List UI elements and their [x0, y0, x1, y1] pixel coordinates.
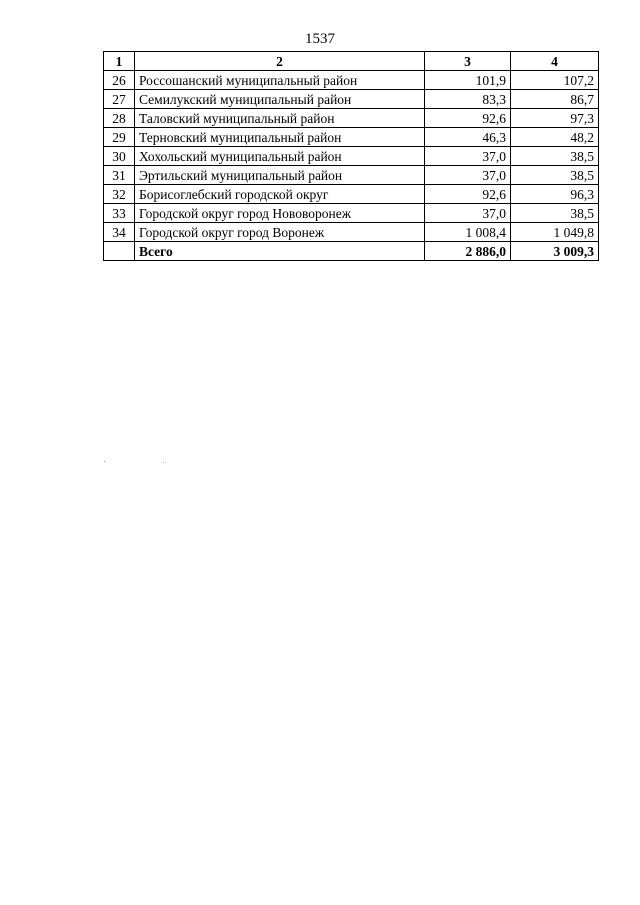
value-col4: 38,5	[511, 204, 599, 223]
column-header-4: 4	[511, 52, 599, 71]
value-col4: 107,2	[511, 71, 599, 90]
value-col3: 37,0	[425, 204, 511, 223]
value-col4: 38,5	[511, 166, 599, 185]
value-col4: 1 049,8	[511, 223, 599, 242]
municipality-name: Хохольский муниципальный район	[135, 147, 425, 166]
municipality-name: Борисоглебский городской округ	[135, 185, 425, 204]
column-header-3: 3	[425, 52, 511, 71]
row-number: 28	[104, 109, 135, 128]
value-col4: 48,2	[511, 128, 599, 147]
value-col3: 37,0	[425, 166, 511, 185]
table-header-row	[104, 52, 599, 71]
total-col4: 3 009,3	[511, 242, 599, 261]
total-row	[104, 242, 599, 261]
row-number: 30	[104, 147, 135, 166]
value-col3: 92,6	[425, 109, 511, 128]
table-row	[104, 166, 599, 185]
value-col3: 37,0	[425, 147, 511, 166]
value-col4: 96,3	[511, 185, 599, 204]
row-number: 33	[104, 204, 135, 223]
page-number: 1537	[305, 31, 335, 47]
value-col4: 97,3	[511, 109, 599, 128]
municipality-name: Россошанский муниципальный район	[135, 71, 425, 90]
municipality-name: Городской округ город Воронеж	[135, 223, 425, 242]
municipality-name: Терновский муниципальный район	[135, 128, 425, 147]
value-col3: 1 008,4	[425, 223, 511, 242]
table-row	[104, 109, 599, 128]
total-label: Всего	[135, 242, 425, 261]
scan-speck	[104, 461, 105, 462]
value-col4: 38,5	[511, 147, 599, 166]
table-row	[104, 71, 599, 90]
row-number: 29	[104, 128, 135, 147]
allocation-table	[103, 51, 599, 261]
value-col3: 92,6	[425, 185, 511, 204]
table-row	[104, 223, 599, 242]
value-col3: 101,9	[425, 71, 511, 90]
row-number: 27	[104, 90, 135, 109]
table-row	[104, 204, 599, 223]
municipality-name: Городской округ город Нововоронеж	[135, 204, 425, 223]
table-row	[104, 185, 599, 204]
table-row	[104, 128, 599, 147]
value-col3: 46,3	[425, 128, 511, 147]
municipality-name: Семилукский муниципальный район	[135, 90, 425, 109]
total-row-number	[104, 242, 135, 261]
value-col3: 83,3	[425, 90, 511, 109]
column-header-2: 2	[135, 52, 425, 71]
municipality-name: Эртильский муниципальный район	[135, 166, 425, 185]
column-header-1: 1	[104, 52, 135, 71]
row-number: 32	[104, 185, 135, 204]
table-row	[104, 147, 599, 166]
row-number: 34	[104, 223, 135, 242]
total-col3: 2 886,0	[425, 242, 511, 261]
row-number: 26	[104, 71, 135, 90]
table-row	[104, 90, 599, 109]
scan-speck	[163, 462, 164, 463]
municipality-name: Таловский муниципальный район	[135, 109, 425, 128]
row-number: 31	[104, 166, 135, 185]
value-col4: 86,7	[511, 90, 599, 109]
